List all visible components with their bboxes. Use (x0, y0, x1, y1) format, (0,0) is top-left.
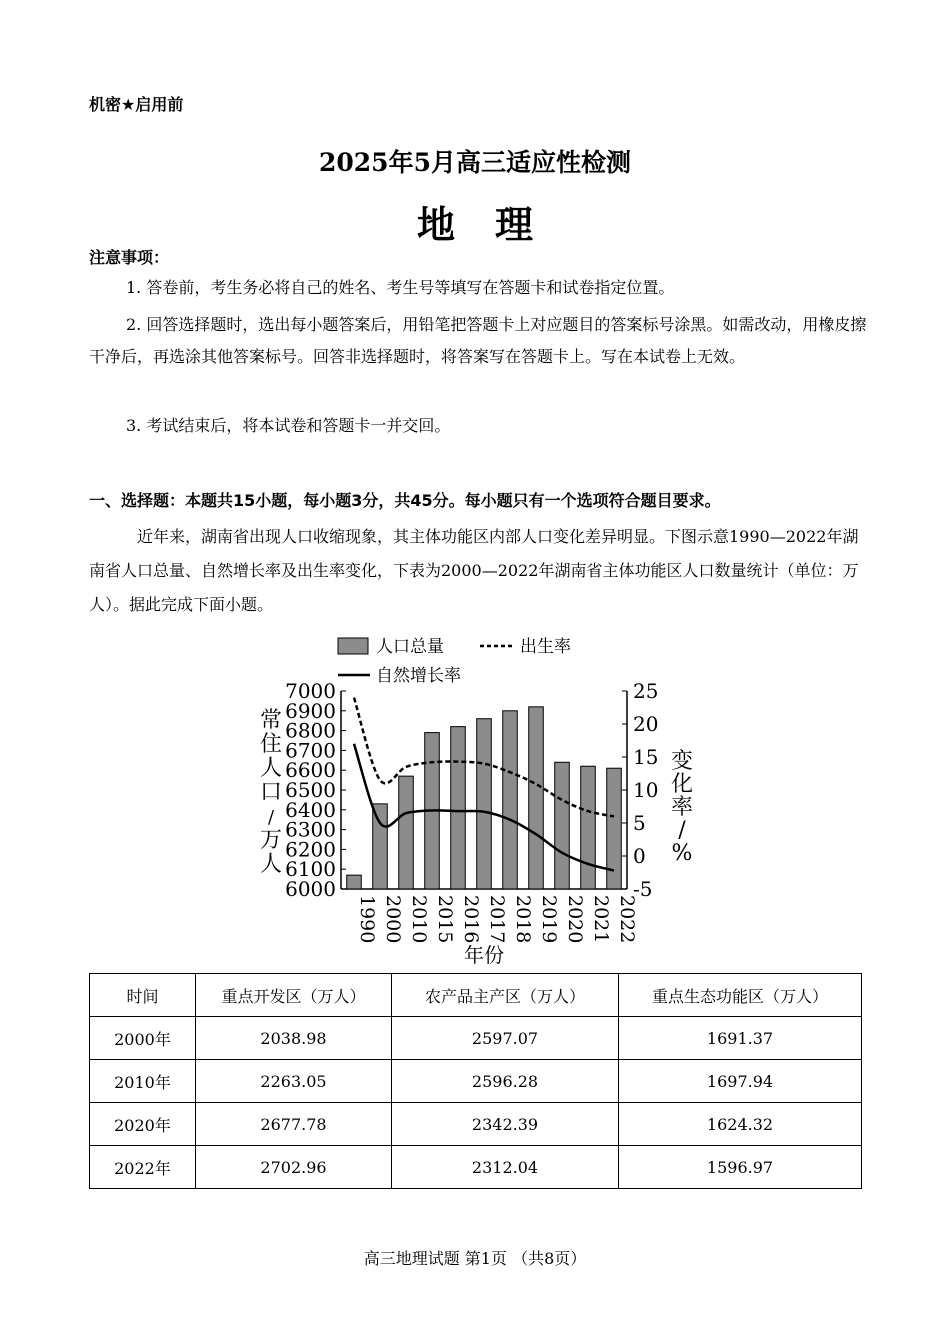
table-row (90, 1060, 862, 1103)
subject-title: 地理 (416, 202, 573, 247)
table-cell: 1691.37 (619, 1017, 862, 1060)
table-cell: 2020年 (90, 1103, 196, 1146)
right-tick-label: 5 (633, 811, 646, 835)
table-cell: 2038.98 (196, 1017, 392, 1060)
table-row (90, 1146, 862, 1189)
x-tick-label: 2021 (590, 895, 612, 944)
x-tick-label: 2018 (512, 895, 534, 944)
table-cell: 1697.94 (619, 1060, 862, 1103)
bar-2019 (529, 707, 544, 889)
right-tick-label: 10 (633, 778, 659, 802)
table-cell: 2677.78 (196, 1103, 392, 1146)
notice-heading: 注意事项： (89, 248, 170, 267)
x-tick-label: 1990 (356, 895, 378, 944)
left-tick-label: 6600 (285, 758, 336, 783)
x-tick-label: 2016 (460, 895, 482, 944)
question-intro: 近年来，湖南省出现人口收缩现象，其主体功能区内部人口变化差异明显。下图示意1990—2022年湖南省人口总量、自然增长率及出生率变化，下表为2000—2022年湖南省主体功能区人口数量统计（单位：万人）。据此完成下面小题。 (89, 527, 859, 614)
population-chart (250, 632, 694, 968)
x-tick-label: 2015 (434, 895, 456, 944)
table-cell: 2022年 (90, 1146, 196, 1189)
left-tick-label: 6100 (285, 857, 336, 882)
x-axis-label: 年份 (464, 943, 504, 967)
bar-1990 (347, 875, 362, 889)
x-tick-label: 2010 (408, 895, 430, 944)
left-tick-label: 7000 (285, 679, 336, 703)
right-tick-label: 20 (633, 712, 659, 736)
left-tick-label: 6300 (285, 817, 336, 842)
x-tick-label: 2020 (564, 895, 586, 944)
right-axis-label: 变化率/ % (670, 749, 694, 866)
table-cell: 2596.28 (392, 1060, 619, 1103)
left-tick-label: 6700 (285, 738, 336, 763)
population-table (89, 973, 862, 1189)
table-header-row (90, 974, 862, 1017)
x-tick-label: 2000 (382, 895, 404, 944)
bar-2022 (607, 768, 622, 889)
bar-2018 (503, 711, 518, 889)
right-tick-label: 25 (633, 679, 659, 703)
left-axis-label: 常住人口/万人 (259, 708, 283, 877)
right-tick-label: -5 (633, 877, 653, 901)
bar-2017 (477, 719, 492, 889)
legend-label-natural-growth: 自然增长率 (376, 666, 461, 686)
table-cell: 2000年 (90, 1017, 196, 1060)
confidential-label: 机密★启用前 (89, 95, 184, 114)
bar-2020 (555, 762, 570, 889)
left-tick-label: 6500 (285, 778, 336, 802)
x-tick-label: 2019 (538, 895, 560, 944)
table-cell: 1624.32 (619, 1103, 862, 1146)
table-row (90, 1103, 862, 1146)
notice-item: 3. 考试结束后，将本试卷和答题卡一并交回。 (126, 416, 451, 435)
x-tick-label: 2022 (616, 895, 638, 944)
table-cell: 2263.05 (196, 1060, 392, 1103)
exam-title: 2025年5月高三适应性检测 (319, 148, 631, 177)
legend-label-population: 人口总量 (376, 637, 444, 657)
left-tick-label: 6000 (285, 877, 336, 901)
chart-legend (338, 637, 571, 686)
left-tick-label: 6400 (285, 797, 336, 822)
page-footer: 高三地理试题 第1页 （共8页） (363, 1249, 587, 1268)
table-cell: 2597.07 (392, 1017, 619, 1060)
right-tick-label: 15 (633, 745, 659, 769)
notice-item: 2. 回答选择题时，选出每小题答案后，用铅笔把答题卡上对应题目的答案标号涂黑。如需改动，用橡皮擦干净后，再选涂其他答案标号。回答非选择题时，将答案写在答题卡上。写在本试卷上无效。 (89, 315, 867, 366)
table-cell: 2312.04 (392, 1146, 619, 1189)
x-tick-label: 2017 (486, 895, 508, 944)
table-header-cell: 重点生态功能区（万人） (619, 974, 862, 1017)
table-cell: 2702.96 (196, 1146, 392, 1189)
bar-2016 (451, 727, 466, 889)
notice-item: 1. 答卷前，考生务必将自己的姓名、考生号等填写在答题卡和试卷指定位置。 (126, 278, 675, 297)
left-tick-label: 6900 (285, 698, 336, 723)
table-header-cell: 时间 (90, 974, 196, 1017)
legend-label-birth-rate: 出生率 (520, 637, 571, 657)
bar-2000 (373, 804, 388, 889)
left-tick-label: 6200 (285, 837, 336, 862)
table-row (90, 1017, 862, 1060)
section-heading: 一、选择题：本题共15小题，每小题3分，共45分。每小题只有一个选项符合题目要求。 (89, 491, 721, 510)
bar-2010 (399, 776, 414, 889)
table-header-cell: 重点开发区（万人） (196, 974, 392, 1017)
bar-2021 (581, 766, 596, 889)
left-tick-label: 6800 (285, 718, 336, 743)
right-tick-label: 0 (633, 844, 646, 868)
table-cell: 2342.39 (392, 1103, 619, 1146)
table-cell: 1596.97 (619, 1146, 862, 1189)
table-cell: 2010年 (90, 1060, 196, 1103)
legend-swatch-bar (338, 638, 368, 654)
table-header-cell: 农产品主产区（万人） (392, 974, 619, 1017)
